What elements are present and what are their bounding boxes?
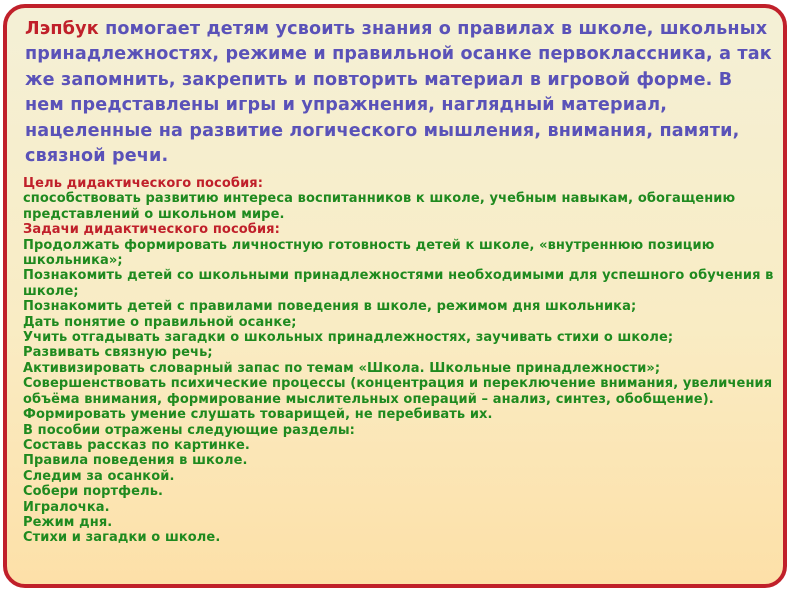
intro-paragraph [25, 17, 775, 169]
intro-body-text: помогает детям усвоить знания о правилах в школе, школьных принадлежностях, режиме и правильной осанке первоклассника, а так же запомнить, закрепить и повторить материал в игровой форме. В нем представлены игры и упражнения, наглядный материал, нацеленные на развитие логического мышления, внимания, памяти, связной речи. [25, 19, 772, 167]
task-item: Учить отгадывать загадки о школьных принадлежностях, заучивать стихи о школе; [23, 330, 674, 346]
task-item: Продолжать формировать личностную готовность детей к школе, «внутреннюю позицию школьника»; [23, 237, 715, 269]
goal-heading: Цель дидактического пособия: [23, 176, 264, 191]
task-item: Дать понятие о правильной осанке; [23, 314, 297, 330]
section-item: Стихи и загадки о школе. [23, 530, 221, 546]
slide-frame [3, 4, 787, 588]
details-list [23, 176, 783, 546]
section-item: Игралочка. [23, 499, 110, 515]
task-item: Познакомить детей со школьными принадлежностями необходимыми для успешного обучения в школе; [23, 268, 774, 299]
section-item: Правила поведения в школе. [23, 453, 248, 469]
tasks-heading: Задачи дидактического пособия: [23, 222, 280, 238]
intro-lead-word: Лэпбук [25, 19, 99, 39]
section-item: Режим дня. [23, 514, 113, 530]
task-item: Совершенствовать психические процессы (концентрация и переключение внимания, увеличения объёма внимания, формирование мыслительных операций – анализ, синтез, обобщение). [23, 376, 773, 407]
section-item: Составь рассказ по картинке. [23, 437, 250, 453]
task-item: Познакомить детей с правилами поведения в школе, режимом дня школьника; [23, 299, 637, 315]
goal-text: способствовать развитию интереса воспитанников к школе, учебным навыкам, обогащению представлений о школьном мире. [23, 191, 736, 222]
section-item: Собери портфель. [23, 484, 164, 500]
task-item: Активизировать словарный запас по темам «Школа. Школьные принадлежности»; [23, 360, 661, 376]
sections-intro: В пособии отражены следующие разделы: [23, 422, 355, 438]
section-item: Следим за осанкой. [23, 468, 175, 484]
task-item: Формировать умение слушать товарищей, не перебивать их. [23, 407, 493, 423]
task-item: Развивать связную речь; [23, 345, 213, 361]
